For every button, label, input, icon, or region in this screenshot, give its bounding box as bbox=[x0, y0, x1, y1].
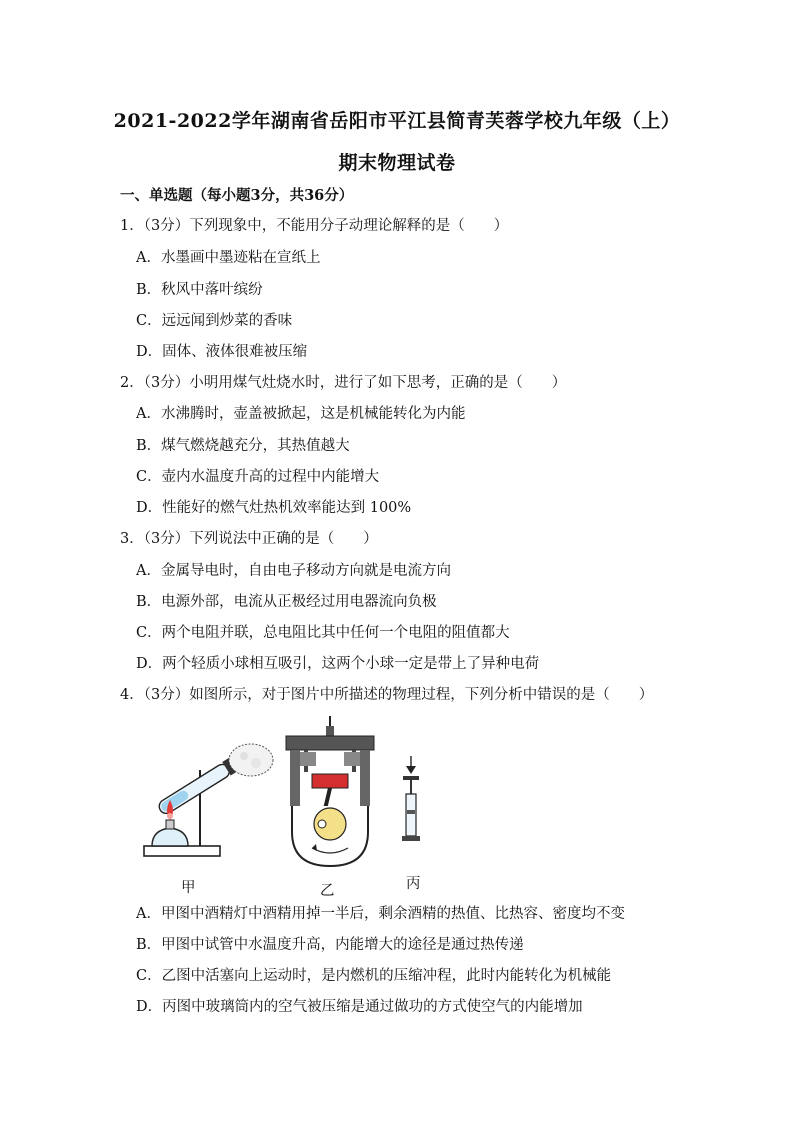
figure-label-jia: 甲 bbox=[181, 880, 196, 896]
section-heading: 一、单选题（每小题3分，共36分） bbox=[120, 187, 354, 204]
exam-title-line1: 2021-2022学年湖南省岳阳市平江县简青芙蓉学校九年级（上） bbox=[113, 110, 681, 132]
question-1-stem: 1．（3分）下列现象中，不能用分子动理论解释的是（ ） bbox=[120, 218, 509, 234]
question-3-stem: 3．（3分）下列说法中正确的是（ ） bbox=[120, 531, 378, 547]
question-1-option-c: C．远远闻到炒菜的香味 bbox=[136, 313, 293, 329]
question-4-option-d: D．丙图中玻璃筒内的空气被压缩是通过做功的方式使空气的内能增加 bbox=[136, 999, 583, 1015]
question-3-option-d: D．两个轻质小球相互吸引，这两个小球一定是带上了异种电荷 bbox=[136, 656, 540, 672]
question-3-option-a: A．金属导电时，自由电子移动方向就是电流方向 bbox=[136, 563, 451, 579]
exam-title-line2: 期末物理试卷 bbox=[338, 152, 456, 174]
question-1-option-b: B．秋风中落叶缤纷 bbox=[136, 282, 263, 298]
question-4-option-b: B．甲图中试管中水温度升高，内能增大的途径是通过热传递 bbox=[136, 937, 524, 953]
question-2-stem: 2．（3分）小明用煤气灶烧水时，进行了如下思考，正确的是（ ） bbox=[120, 375, 567, 391]
question-2-option-d: D．性能好的燃气灶热机效率能达到 100% bbox=[136, 500, 412, 516]
question-1-option-a: A．水墨画中墨迹粘在宣纸上 bbox=[136, 250, 321, 266]
question-2-option-b: B．煤气燃烧越充分，其热值越大 bbox=[136, 438, 350, 454]
question-4-stem: 4．（3分）如图所示，对于图片中所描述的物理过程，下列分析中错误的是（ ） bbox=[120, 687, 654, 703]
question-2-option-a: A．水沸腾时，壶盖被掀起，这是机械能转化为内能 bbox=[136, 406, 466, 422]
figure-yi-engine-cylinder bbox=[282, 712, 378, 872]
question-2-option-c: C．壶内水温度升高的过程中内能增大 bbox=[136, 469, 380, 485]
question-3-option-b: B．电源外部，电流从正极经过用电器流向负极 bbox=[136, 594, 437, 610]
question-1-option-d: D．固体、液体很难被压缩 bbox=[136, 344, 308, 360]
figure-label-yi: 乙 bbox=[320, 883, 335, 899]
figure-bing-glass-cylinder bbox=[398, 754, 424, 844]
figure-jia-steam-cloud bbox=[226, 740, 276, 780]
question-4-option-a: A．甲图中酒精灯中酒精用掉一半后，剩余酒精的热值、比热容、密度均不变 bbox=[136, 906, 625, 922]
figure-label-bing: 丙 bbox=[406, 876, 421, 892]
question-4-option-c: C．乙图中活塞向上运动时，是内燃机的压缩冲程，此时内能转化为机械能 bbox=[136, 968, 612, 984]
question-3-option-c: C．两个电阻并联，总电阻比其中任何一个电阻的阻值都大 bbox=[136, 625, 510, 641]
